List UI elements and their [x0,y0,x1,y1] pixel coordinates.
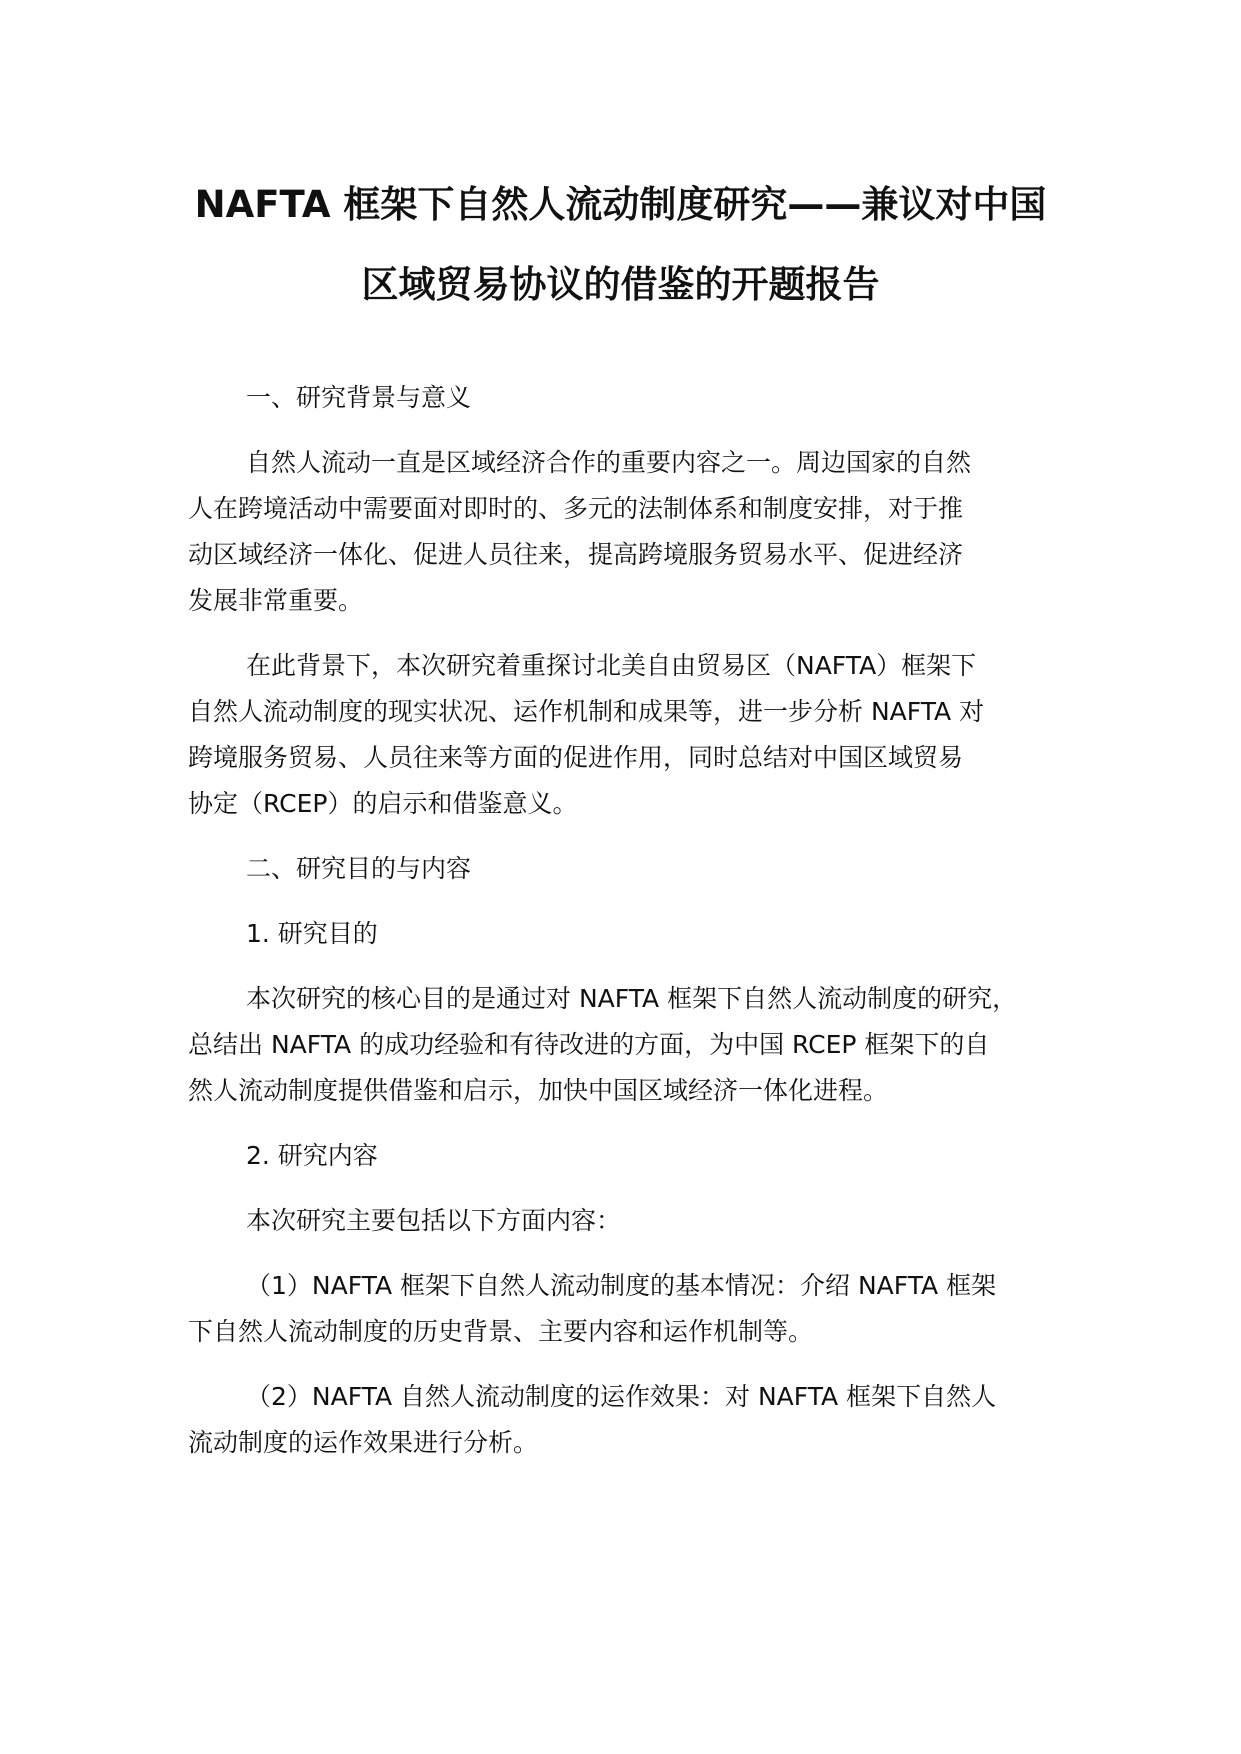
paragraph-background-1 [188,440,1088,624]
text-line: 发展非常重要。 [188,586,364,615]
text-line: 一、研究背景与意义 [246,383,472,412]
title-line-1: NAFTA 框架下自然人流动制度研究——兼议对中国 [194,183,1047,226]
list-item-1 [188,1263,1088,1355]
text-line: 1. 研究目的 [246,919,378,948]
text-line: 下自然人流动制度的历史背景、主要内容和运作机制等。 [188,1317,814,1346]
subheading-purpose [188,911,1088,957]
text-line: 自然人流动一直是区域经济合作的重要内容之一。周边国家的自然 [246,448,972,477]
section-heading-background [188,375,1088,421]
text-line: 跨境服务贸易、人员往来等方面的促进作用，同时总结对中国区域贸易 [188,743,964,772]
document-title [150,165,1091,325]
text-line: 二、研究目的与内容 [246,854,472,883]
text-line: 本次研究主要包括以下方面内容： [246,1206,622,1235]
text-line: 流动制度的运作效果进行分析。 [188,1428,539,1457]
document-body [188,375,1088,1485]
text-line: 协定（RCEP）的启示和借鉴意义。 [188,789,578,818]
list-item-2 [188,1374,1088,1466]
paragraph-purpose [188,976,1088,1114]
text-line: 动区域经济一体化、促进人员往来，提高跨境服务贸易水平、促进经济 [188,540,964,569]
paragraph-content-intro [188,1198,1088,1244]
text-line: 总结出 NAFTA 的成功经验和有待改进的方面，为中国 RCEP 框架下的自 [188,1030,990,1059]
title-line-2: 区域贸易协议的借鉴的开题报告 [361,263,880,306]
text-line: 人在跨境活动中需要面对即时的、多元的法制体系和制度安排，对于推 [188,494,964,523]
text-line: 自然人流动制度的现实状况、运作机制和成果等，进一步分析 NAFTA 对 [188,697,985,726]
text-line: 本次研究的核心目的是通过对 NAFTA 框架下自然人流动制度的研究， [246,984,1018,1013]
section-heading-purpose [188,846,1088,892]
text-line: （1）NAFTA 框架下自然人流动制度的基本情况：介绍 NAFTA 框架 [246,1271,997,1300]
subheading-content [188,1133,1088,1179]
text-line: 在此背景下，本次研究着重探讨北美自由贸易区（NAFTA）框架下 [246,651,977,680]
text-line: 2. 研究内容 [246,1141,378,1170]
text-line: （2）NAFTA 自然人流动制度的运作效果：对 NAFTA 框架下自然人 [246,1382,997,1411]
text-line: 然人流动制度提供借鉴和启示，加快中国区域经济一体化进程。 [188,1076,889,1105]
paragraph-background-2 [188,643,1088,827]
